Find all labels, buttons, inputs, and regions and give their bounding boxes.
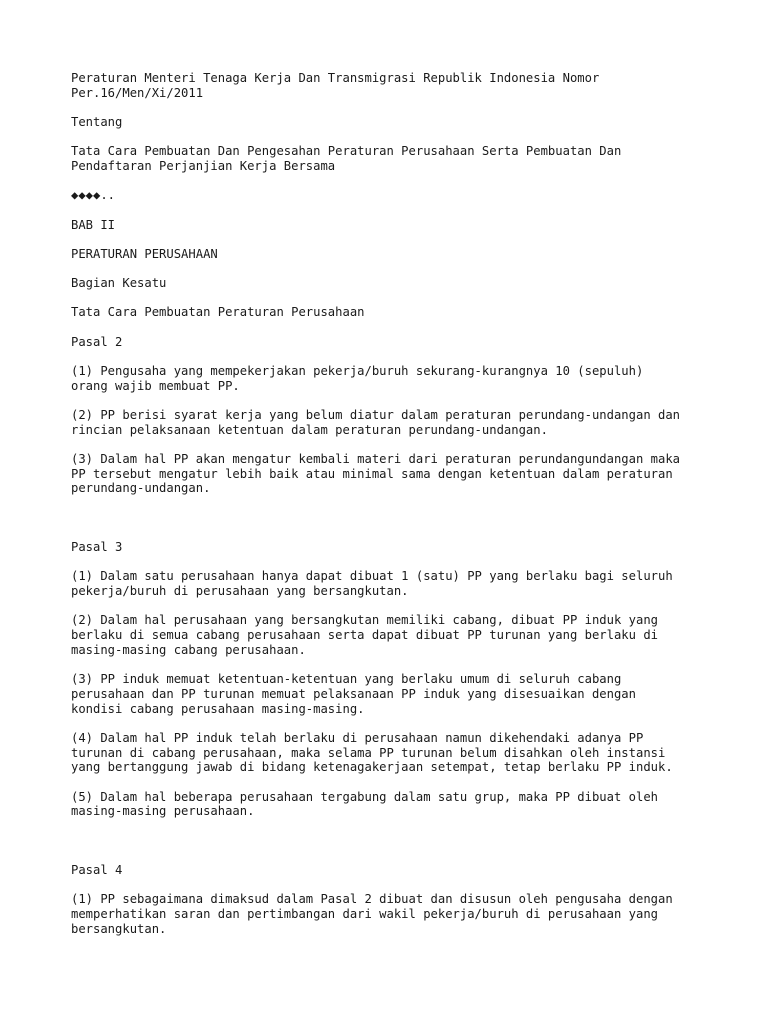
title-line-2: Per.16/Men/Xi/2011 xyxy=(71,85,204,100)
tentang-label: Tentang xyxy=(71,115,123,129)
section-heading: Bagian Kesatu xyxy=(71,276,167,291)
pasal-2-paragraph-1: (1) Pengusaha yang mempekerjakan pekerja/buruh sekurang-kurangnya 10 (sepuluh) orang wajib membuat PP. xyxy=(71,364,644,393)
subject-line-1: Tata Cara Pembuatan Dan Pengesahan Peraturan Perusahaan Serta Pembuatan Dan xyxy=(71,144,622,159)
section-title: Tata Cara Pembuatan Peraturan Perusahaan xyxy=(71,305,365,320)
document-title xyxy=(71,71,711,100)
subject-line-2: Pendaftaran Perjanjian Kerja Bersama xyxy=(71,159,336,173)
document-page xyxy=(71,71,711,936)
ellipsis-marker: ◆◆◆◆.. xyxy=(71,188,116,203)
pasal-4-paragraph-1: (1) PP sebagaimana dimaksud dalam Pasal 2 dibuat dan disusun oleh pengusaha dengan memperhatikan saran dan pertimbangan dari wakil pekerja/buruh di perusahaan yang bersangkutan. xyxy=(71,892,673,936)
pasal-2-paragraph-2: (2) PP berisi syarat kerja yang belum diatur dalam peraturan perundang-undangan dan rincian pelaksanaan ketentuan dalam peraturan perundang-undangan. xyxy=(71,408,681,437)
pasal-2-paragraph-3: (3) Dalam hal PP akan mengatur kembali materi dari peraturan perundangundangan maka PP tersebut mengatur lebih baik atau minimal sama dengan ketentuan dalam peraturan perundang-undangan. xyxy=(71,452,681,496)
chapter-title: PERATURAN PERUSAHAAN xyxy=(71,246,218,261)
pasal-2-heading: Pasal 2 xyxy=(71,334,123,349)
pasal-3-heading: Pasal 3 xyxy=(71,540,123,555)
pasal-4-heading: Pasal 4 xyxy=(71,863,123,877)
document-subject xyxy=(71,144,711,173)
pasal-3-paragraph-4: (4) Dalam hal PP induk telah berlaku di perusahaan namun dikehendaki adanya PP turunan di cabang perusahaan, maka selama PP turunan belum disahkan oleh instansi yang bertanggung jawab di bidang ketenagakerjaan setempat, tetap berlaku PP induk. xyxy=(71,730,673,775)
title-line-1: Peraturan Menteri Tenaga Kerja Dan Transmigrasi Republik Indonesia Nomor xyxy=(71,71,600,85)
pasal-3-paragraph-5: (5) Dalam hal beberapa perusahaan tergabung dalam satu grup, maka PP dibuat oleh masing-masing perusahaan. xyxy=(71,789,658,819)
pasal-3-paragraph-2: (2) Dalam hal perusahaan yang bersangkutan memiliki cabang, dibuat PP induk yang berlaku di semua cabang perusahaan serta dapat dibuat PP turunan yang berlaku di masing-masing cabang perusahaan. xyxy=(71,613,658,657)
chapter-heading: BAB II xyxy=(71,217,116,232)
pasal-3-paragraph-1: (1) Dalam satu perusahaan hanya dapat dibuat 1 (satu) PP yang berlaku bagi seluruh pekerja/buruh di perusahaan yang bersangkutan. xyxy=(71,569,673,599)
pasal-3-paragraph-3: (3) PP induk memuat ketentuan-ketentuan yang berlaku umum di seluruh cabang perusahaan dan PP turunan memuat pelaksanaan PP induk yang disesuaikan dengan kondisi cabang perusahaan masing-masing. xyxy=(71,672,636,716)
